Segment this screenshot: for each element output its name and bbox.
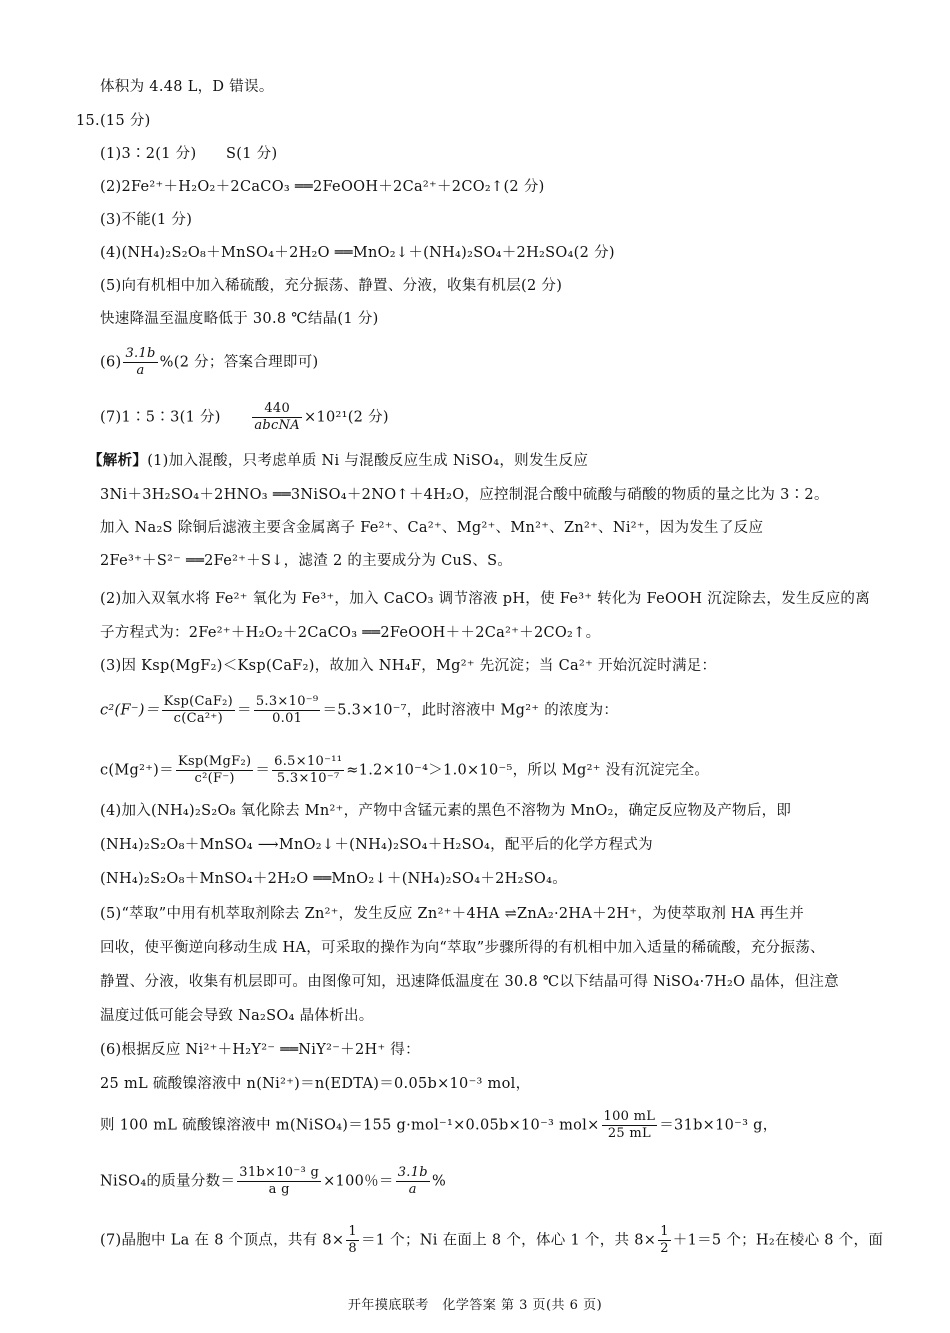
- text-line: (6)根据反应 Ni²⁺＋H₂Y²⁻ ══NiY²⁻＋2H⁺ 得：: [100, 1042, 420, 1058]
- answer-6: (6) $\frac{3.1b}{a}$ %(2 分；答案合理即可): [100, 346, 319, 378]
- analysis-tag: 【解析】: [88, 452, 148, 469]
- page-footer: 开年摸底联考 化学答案 第 3 页(共 6 页): [347, 1298, 603, 1313]
- question-number: 15.(15 分): [76, 113, 151, 129]
- text-line: 2Fe³⁺＋S²⁻ ══2Fe²⁺＋S↓，滤渣 2 的主要成分为 CuS、S。: [100, 553, 513, 569]
- text-line: 子方程式为：2Fe²⁺＋H₂O₂＋2CaCO₃ ══2FeOOH＋＋2Ca²⁺＋2CO₂↑。: [100, 625, 601, 641]
- text-line: 加入 Na₂S 除铜后滤液主要含金属离子 Fe²⁺、Ca²⁺、Mg²⁺、Mn²⁺、Zn²⁺、Ni²⁺，因为发生了反应: [100, 520, 764, 536]
- text-line: (5)“萃取”中用有机萃取剂除去 Zn²⁺，发生反应 Zn²⁺＋4HA ⇌ZnA₂·2HA＋2H⁺，为使萃取剂 HA 再生并: [100, 906, 805, 922]
- text-line: (2)加入双氧水将 Fe²⁺ 氧化为 Fe³⁺，加入 CaCO₃ 调节溶液 pH，使 Fe³⁺ 转化为 FeOOH 沉淀除去，发生反应的离: [100, 591, 871, 607]
- text-line: (NH₄)₂S₂O₈＋MnSO₄＋2H₂O ══MnO₂↓＋(NH₄)₂SO₄＋2H₂SO₄。: [100, 871, 568, 887]
- text-line: 静置、分液，收集有机层即可。由图像可知，迅速降低温度在 30.8 ℃以下结晶可得 NiSO₄·7H₂O 晶体，但注意: [100, 974, 839, 990]
- text-line-crystal: (7)晶胞中 La 在 8 个顶点，共有 8× $\frac{1}{8}$ ＝1 个；Ni 在面上 8 个，体心 1 个，共 8× $\frac{1}{2}$ ＋1＝5 个；H₂在棱心 8 个，面: [100, 1224, 884, 1256]
- answer-1: (1)3∶2(1 分) S(1 分): [100, 146, 278, 162]
- text-line: (3)因 Ksp(MgF₂)＜Ksp(CaF₂)，故加入 NH₄F，Mg²⁺ 先沉淀；当 Ca²⁺ 开始沉淀时满足：: [100, 658, 717, 674]
- answer-7: (7)1∶5∶3(1 分) $\frac{440}{\text{abcNA}}$ ×10²¹(2 分): [100, 401, 389, 433]
- answer-3: (3)不能(1 分): [100, 212, 193, 228]
- text-line: 体积为 4.48 L，D 错误。: [100, 79, 274, 95]
- answer-4: (4)(NH₄)₂S₂O₈＋MnSO₄＋2H₂O ══MnO₂↓＋(NH₄)₂SO₄＋2H₂SO₄(2 分): [100, 245, 615, 261]
- text-line: 3Ni＋3H₂SO₄＋2HNO₃ ══3NiSO₄＋2NO↑＋4H₂O，应控制混合酸中硫酸与硝酸的物质的量之比为 3∶2。: [100, 487, 829, 503]
- answer-2: (2)2Fe²⁺＋H₂O₂＋2CaCO₃ ══2FeOOH＋2Ca²⁺＋2CO₂↑(2 分): [100, 179, 545, 195]
- equation-fluoride: c²(F⁻)＝ $\frac{\text{Ksp(CaF₂)}}{\text{c(Ca²⁺)}}$ ＝ $\frac{\text{5.3×10⁻⁹}}{0.01}$ ＝5.3×10⁻⁷，此时溶液中 Mg²⁺ 的浓度为：: [100, 694, 619, 726]
- equation-mass: 则 100 mL 硫酸镍溶液中 m(NiSO₄)＝155 g·mol⁻¹×0.05b×10⁻³ mol× $\frac{100 mL}{25 mL}$ ＝31b×10⁻³ g，: [100, 1109, 778, 1141]
- text-line: 25 mL 硫酸镍溶液中 n(Ni²⁺)＝n(EDTA)＝0.05b×10⁻³ mol，: [100, 1076, 531, 1092]
- answer-5: (5)向有机相中加入稀硫酸，充分振荡、静置、分液，收集有机层(2 分): [100, 278, 563, 294]
- answer-5b: 快速降温至温度略低于 30.8 ℃结晶(1 分): [100, 311, 379, 327]
- text-line: 温度过低可能会导致 Na₂SO₄ 晶体析出。: [100, 1008, 374, 1024]
- text-line: (NH₄)₂S₂O₈＋MnSO₄ ⟶MnO₂↓＋(NH₄)₂SO₄＋H₂SO₄，配平后的化学方程式为: [100, 837, 653, 853]
- equation-magnesium: c(Mg²⁺)＝ $\frac{\text{Ksp(MgF₂)}}{\text{c²(F⁻)}}$ ＝ $\frac{\text{6.5×10⁻¹¹}}{\text{5.3×10⁻⁷}}$ ≈1.2×10⁻⁴＞1.0×10⁻⁵，所以 Mg²⁺ 没有沉淀完全。: [100, 754, 710, 786]
- text-line: 回收，使平衡逆向移动生成 HA，可采取的操作为向“萃取”步骤所得的有机相中加入适量的稀硫酸，充分振荡、: [100, 940, 825, 956]
- equation-fraction: NiSO₄的质量分数＝ $\frac{\text{31b×10⁻³ g}}{\text{a g}}$ ×100％＝ $\frac{3.1b}{a}$ %: [100, 1165, 447, 1197]
- text-line: (4)加入(NH₄)₂S₂O₈ 氧化除去 Mn²⁺，产物中含锰元素的黑色不溶物为 MnO₂，确定反应物及产物后，即: [100, 803, 792, 819]
- analysis-1: 【解析】(1)加入混酸，只考虑单质 Ni 与混酸反应生成 NiSO₄，则发生反应: [88, 452, 589, 469]
